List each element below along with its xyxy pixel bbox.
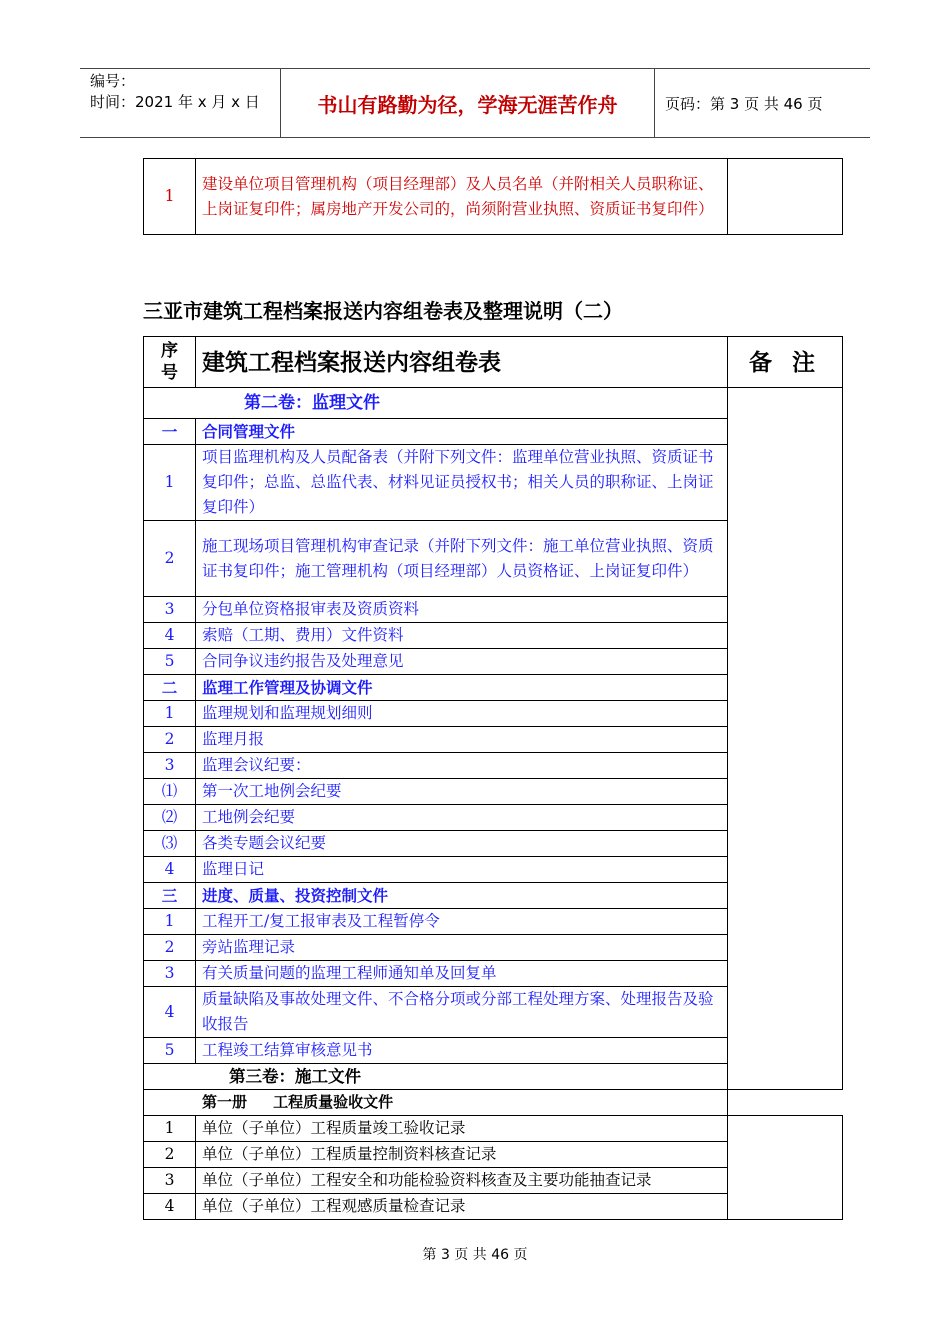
notes-cell <box>728 1116 843 1220</box>
item-number: 3 <box>144 597 196 623</box>
group-number: 一 <box>144 419 196 445</box>
item-text: 监理月报 <box>196 727 728 753</box>
table-row <box>144 1116 843 1142</box>
item-number: 2 <box>144 727 196 753</box>
archive-table <box>143 336 843 1220</box>
item-number: 5 <box>144 649 196 675</box>
item-number: 4 <box>144 987 196 1038</box>
item-text: 合同争议违约报告及处理意见 <box>196 649 728 675</box>
group-title: 监理工作管理及协调文件 <box>196 675 728 701</box>
item-text: 监理日记 <box>196 857 728 883</box>
item-number: 1 <box>144 909 196 935</box>
item-text: 单位（子单位）工程观感质量检查记录 <box>196 1194 728 1220</box>
item-number: 1 <box>144 1116 196 1142</box>
item-number: 2 <box>144 1142 196 1168</box>
item-text: 工程竣工结算审核意见书 <box>196 1038 728 1064</box>
row-content: 建设单位项目管理机构（项目经理部）及人员名单（并附相关人员职称证、上岗证复印件；属房地产开发公司的，尚须附营业执照、资质证书复印件） <box>196 159 728 235</box>
column-header-title: 建筑工程档案报送内容组卷表 <box>196 337 728 388</box>
item-text: 工程开工/复工报审表及工程暂停令 <box>196 909 728 935</box>
page-footer: 第 3 页 共 46 页 <box>422 1247 528 1263</box>
header-meta <box>80 69 281 137</box>
item-text: 单位（子单位）工程质量控制资料核查记录 <box>196 1142 728 1168</box>
item-text: 各类专题会议纪要 <box>196 831 728 857</box>
item-number: 3 <box>144 961 196 987</box>
item-text: 工地例会纪要 <box>196 805 728 831</box>
group-number: 二 <box>144 675 196 701</box>
item-text: 质量缺陷及事故处理文件、不合格分项或分部工程处理方案、处理报告及验收报告 <box>196 987 728 1038</box>
column-header-note: 备 注 <box>728 337 843 388</box>
volume-title: 第二卷：监理文件 <box>144 388 728 419</box>
item-text: 施工现场项目管理机构审查记录（并附下列文件：施工单位营业执照、资质证书复印件；施工管理机构（项目经理部）人员资格证、上岗证复印件） <box>196 521 728 597</box>
item-number: 2 <box>144 521 196 597</box>
group-title: 进度、质量、投资控制文件 <box>196 883 728 909</box>
notes-cell <box>728 388 843 1090</box>
document-date-label: 时间：2021 年 x 月 x 日 <box>90 93 260 111</box>
item-text: 监理会议纪要： <box>196 753 728 779</box>
continued-table <box>143 158 843 235</box>
item-number: 1 <box>144 445 196 521</box>
page-header <box>80 68 870 138</box>
item-number: 3 <box>144 753 196 779</box>
header-motto: 书山有路勤为径，学海无涯苦作舟 <box>281 69 655 137</box>
item-number: 3 <box>144 1168 196 1194</box>
group-title: 合同管理文件 <box>196 419 728 445</box>
item-text: 单位（子单位）工程质量竣工验收记录 <box>196 1116 728 1142</box>
item-number: ⑴ <box>144 779 196 805</box>
book-title: 第一册 工程质量验收文件 <box>144 1090 728 1116</box>
book-row <box>144 1090 843 1116</box>
item-text: 项目监理机构及人员配备表（并附下列文件：监理单位营业执照、资质证书复印件；总监、总监代表、材料见证员授权书；相关人员的职称证、上岗证复印件） <box>196 445 728 521</box>
section-title: 三亚市建筑工程档案报送内容组卷表及整理说明（二） <box>143 299 623 323</box>
column-header-number: 序号 <box>144 337 196 388</box>
row-note <box>728 159 843 235</box>
item-number: 1 <box>144 701 196 727</box>
item-number: 2 <box>144 935 196 961</box>
group-number: 三 <box>144 883 196 909</box>
row-number: 1 <box>144 159 196 235</box>
item-number: 5 <box>144 1038 196 1064</box>
table-row <box>144 159 843 235</box>
item-number: 4 <box>144 857 196 883</box>
item-text: 分包单位资格报审表及资质资料 <box>196 597 728 623</box>
item-text: 第一次工地例会纪要 <box>196 779 728 805</box>
item-text: 旁站监理记录 <box>196 935 728 961</box>
item-text: 单位（子单位）工程安全和功能检验资料核查及主要功能抽查记录 <box>196 1168 728 1194</box>
item-text: 监理规划和监理规划细则 <box>196 701 728 727</box>
item-number: 4 <box>144 623 196 649</box>
item-number: ⑶ <box>144 831 196 857</box>
volume-title: 第三卷：施工文件 <box>144 1064 728 1090</box>
table-header-row <box>144 337 843 388</box>
header-page-number: 页码：第 3 页 共 46 页 <box>665 94 823 113</box>
item-text: 索赔（工期、费用）文件资料 <box>196 623 728 649</box>
item-number: 4 <box>144 1194 196 1220</box>
volume-row <box>144 388 843 419</box>
document-number-label: 编号： <box>90 72 136 90</box>
item-number: ⑵ <box>144 805 196 831</box>
item-text: 有关质量问题的监理工程师通知单及回复单 <box>196 961 728 987</box>
